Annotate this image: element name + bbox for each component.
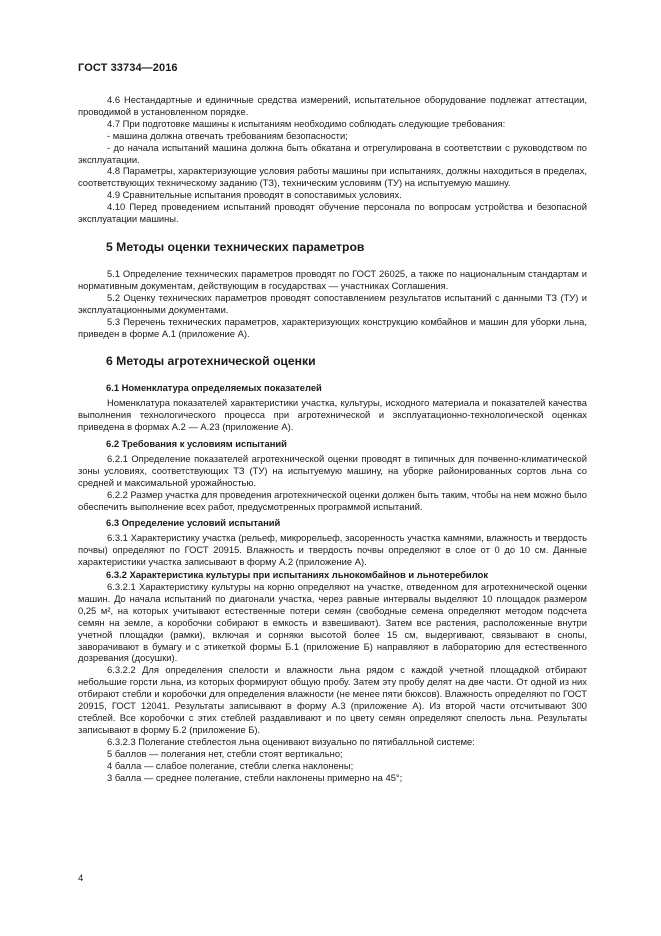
paragraph-4-10: 4.10 Перед проведением испытаний проводят обучение персонала по вопросам устройства и безопасной эксплуатации машины. <box>78 201 587 225</box>
paragraph-4-6: 4.6 Нестандартные и единичные средства измерений, испытательное оборудование подлежат аттестации, проводимой в установленном порядке. <box>78 94 587 117</box>
paragraph-5-3: 5.3 Перечень технических параметров, характеризующих конструкцию комбайнов и машин для уборки льна, приведен в форме А.1 (приложение А). <box>78 315 587 339</box>
subsection-6-3-heading: 6.3 Определение условий испытаний <box>106 517 281 529</box>
paragraph-6-1: Номенклатура показателей характеристики участка, культуры, исходного материала и показателей качества выполнения технологического процесса при агротехнической и эксплуатационно-технологической оценках приведена в формах А.2 — А.23 (приложение А). <box>78 397 587 433</box>
subsection-6-2-heading: 6.2 Требования к условиям испытаний <box>106 438 287 450</box>
subsection-6-3-2-heading: 6.3.2 Характеристика культуры при испытаниях льнокомбайнов и льнотеребилок <box>106 569 489 581</box>
list-item: 3 балла — среднее полегание, стебли наклонены примерно на 45°; <box>107 771 403 783</box>
paragraph-5-1: 5.1 Определение технических параметров проводят по ГОСТ 26025, а также по национальным стандартам и нормативным документам, действующим в государствах — участниках Соглашения. <box>78 267 587 291</box>
paragraph-6-3-2-3: 6.3.2.3 Полегание стеблестоя льна оценивают визуально по пятибалльной системе: <box>107 735 475 747</box>
paragraph-6-3-2-1: 6.3.2.1 Характеристику культуры на корню определяют на участке, отведенном для агротехнической оценки машин. До начала испытаний по диагонали участка, через равные интервалы выделяют 10 площадок размером 0,25 м², на которых учитывают естественные потери семян (свободные семена определяют методом подсчета семян на земле, а коробочки собирают в емкость и взвешивают). Затем все растения, расположенные внутри учетной площадки (рамки), включая и сорняки высотой более 15 см, выдергивают, связывают в снопы, заворачивают в бумагу и с этикеткой формы Б.1 (приложение Б) направляют в лабораторию для естественного дозревания (досушки). <box>78 581 587 664</box>
paragraph-4-9: 4.9 Сравнительные испытания проводят в сопоставимых условиях. <box>107 189 402 201</box>
paragraph-6-2-1: 6.2.1 Определение показателей агротехнической оценки проводят в типичных для почвенно-климатической зоны условиях, соответствующих ТЗ (ТУ) на испытуемую машину, на уборке районированных сортов льна со средней и максимальной урожайностью. <box>78 452 587 488</box>
list-item: 5 баллов — полегания нет, стебли стоят вертикально; <box>107 747 343 759</box>
paragraph-4-8: 4.8 Параметры, характеризующие условия работы машины при испытаниях, должны находиться в пределах, соответствующих техническому заданию (ТЗ), техническим условиям (ТУ) на испытуемую машину. <box>78 165 587 189</box>
paragraph-6-3-1: 6.3.1 Характеристику участка (рельеф, микрорельеф, засоренность участка камнями, влажность и твердость почвы) определяют по ГОСТ 20915. Влажность и твердость почвы определяют в слое от 0 до 10 см. Данные характеристики участка записывают в форму А.2 (приложение А). <box>78 532 587 568</box>
list-item: - машина должна отвечать требованиям безопасности; <box>107 129 348 141</box>
paragraph-4-7: 4.7 При подготовке машины к испытаниям необходимо соблюдать следующие требования: <box>107 117 506 129</box>
document-body <box>78 94 587 783</box>
paragraph-6-2-2: 6.2.2 Размер участка для проведения агротехнической оценки должен быть таким, чтобы на нем можно было обеспечить выполнение всех работ, предусмотренных программой испытаний. <box>78 488 587 512</box>
document-header: ГОСТ 33734—2016 <box>78 62 178 74</box>
paragraph-5-2: 5.2 Оценку технических параметров проводят сопоставлением результатов испытаний с данными ТЗ (ТУ) и эксплуатационными документами. <box>78 291 587 315</box>
page-number: 4 <box>78 873 84 884</box>
section-6-heading: 6 Методы агротехнической оценки <box>106 354 316 369</box>
list-item: - до начала испытаний машина должна быть обкатана и отрегулирована в соответствии с руководством по эксплуатации. <box>78 141 587 165</box>
paragraph-6-3-2-2: 6.3.2.2 Для определения спелости и влажности льна рядом с каждой учетной площадкой отбирают небольшие горсти льна, из которых формируют общую пробу. Затем эту пробу делят на две части. От одной из них отбирают стебли и коробочки для определения влажности (не менее пяти бюксов). Влажность определяют по ГОСТ 20915, ГОСТ 12041. Результаты записывают в форму А.3 (приложение А). Из второй части отсчитывают 300 стеблей. Все коробочки с этих стеблей раздавливают и по цвету семян определяют спелость льна. Результаты записывают в форму Б.2 (приложение Б). <box>78 664 587 735</box>
subsection-6-1-heading: 6.1 Номенклатура определяемых показателей <box>106 382 322 394</box>
section-5-heading: 5 Методы оценки технических параметров <box>106 239 365 254</box>
list-item: 4 балла — слабое полегание, стебли слегка наклонены; <box>107 759 354 771</box>
